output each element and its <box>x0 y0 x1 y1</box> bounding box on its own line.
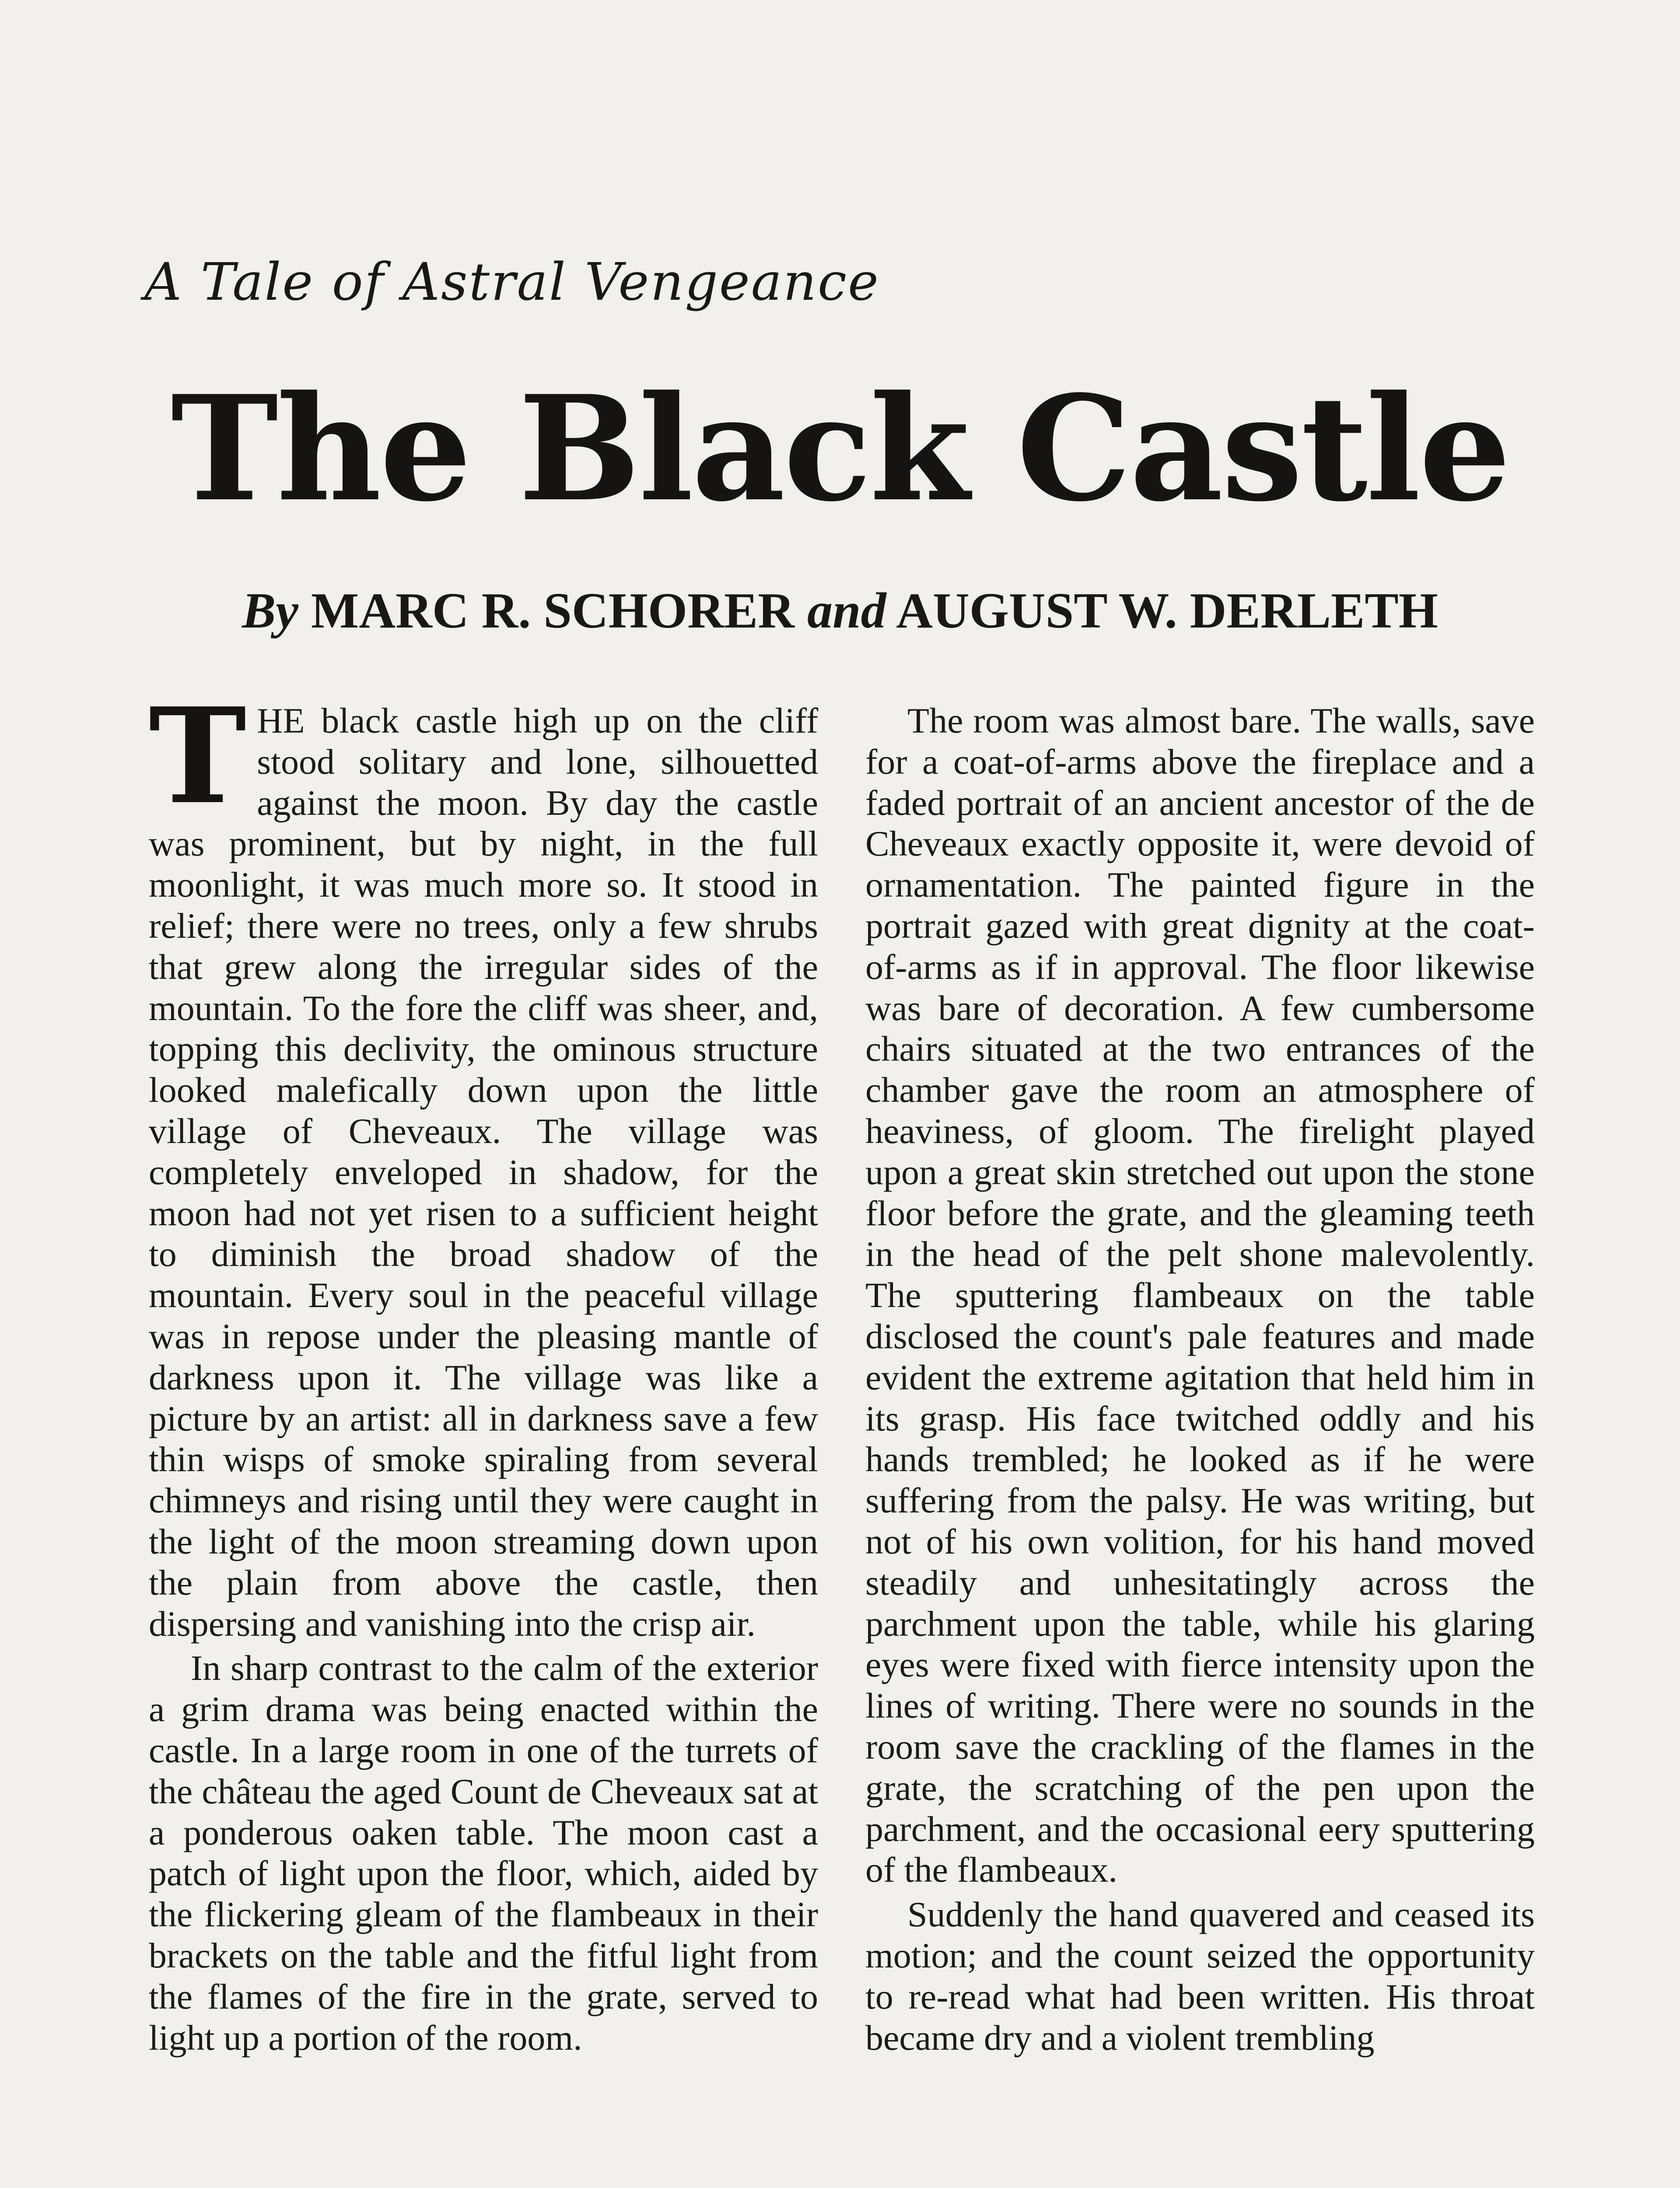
drop-cap: T <box>149 679 247 833</box>
paragraph-text: HE black castle high up on the cliff stood solitary and lone, silhouetted against the moon. By day the castle was prominent, but by night, in the full moonlight, it was much more so. It stood in relief; there were no trees, only a few shrubs that grew along the irregular sides of the mountain. To the fore the cliff was sheer, and, topping this declivity, the ominous structure looked malefically down upon the little village of Cheveaux. The village was completely enveloped in shadow, for the moon had not yet risen to a sufficient height to diminish the broad shadow of the mountain. Every soul in the peaceful village was in repose under the pleasing mantle of darkness upon it. The village was like a picture by an artist: all in darkness save a few thin wisps of smoke spiraling from several chimneys and rising until they were caught in the light of the moon streaming down upon the plain from above the castle, then dispersing and vanishing into the crisp air. <box>149 701 818 1644</box>
left-column <box>149 679 818 2058</box>
paragraph: In sharp contrast to the calm of the exterior a grim drama was being enacted within the castle. In a large room in one of the turrets of the château the aged Count de Cheveaux sat at a ponderous oaken table. The moon cast a patch of light upon the floor, which, aided by the flickering gleam of the flambeaux in their brackets on the table and the fitful light from the flames of the fire in the grate, served to light up a portion of the room. <box>149 1648 818 2058</box>
byline <box>0 583 1680 639</box>
story-title: The Black Castle <box>171 364 1509 533</box>
byline-by: By <box>242 583 298 639</box>
byline-author-2: AUGUST W. DERLETH <box>896 583 1438 639</box>
paragraph: Suddenly the hand quavered and ceased its motion; and the count seized the opportunity to re-read what had been written. His throat became dry and a violent trembling <box>865 1894 1535 2058</box>
byline-and: and <box>807 583 886 639</box>
paragraph: The room was almost bare. The walls, save for a coat-of-arms above the fireplace and a faded portrait of an ancient ancestor of the de Cheveaux exactly opposite it, were devoid of ornamentation. The painted figure in the portrait gazed with great dignity at the coat-of-arms as if in approval. The floor likewise was bare of decoration. A few cumbersome chairs situated at the two entrances of the chamber gave the room an atmosphere of heaviness, of gloom. The firelight played upon a great skin stretched out upon the stone floor before the grate, and the gleaming teeth in the head of the pelt shone malevolently. The sputtering flambeaux on the table disclosed the count's pale features and made evident the extreme agitation that held him in its grasp. His face twitched oddly and his hands trembled; he looked as if he were suffering from the palsy. He was writing, but not of his own volition, for his hand moved steadily and unhesitatingly across the parchment upon the table, while his glaring eyes were fixed with fierce intensity upon the lines of writing. There were no sounds in the room save the crackling of the flames in the grate, the scratching of the pen upon the parchment, and the occasional eery sputtering of the flambeaux. <box>865 701 1535 1890</box>
story-kicker: A Tale of Astral Vengeance <box>144 252 880 312</box>
byline-author-1: MARC R. SCHORER <box>311 583 795 639</box>
right-column <box>865 700 1535 2058</box>
paragraph <box>149 679 818 1644</box>
